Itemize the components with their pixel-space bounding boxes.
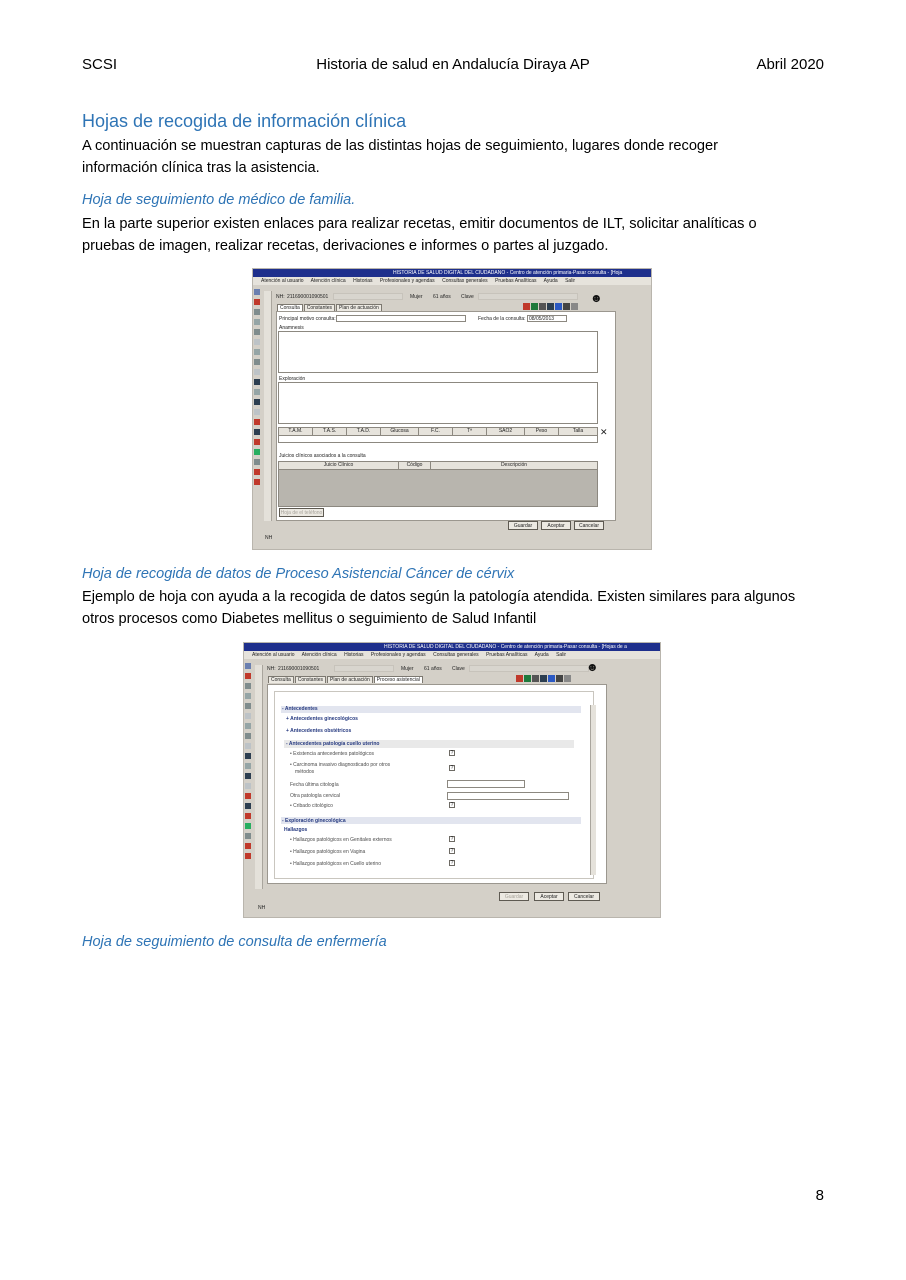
carcinoma-row: • Carcinoma invasivo diagnosticado por otros bbox=[290, 762, 391, 768]
juicios-label: Juicios clínicos asociados a la consulta bbox=[279, 453, 366, 459]
antecedentes-band bbox=[281, 706, 581, 713]
close-icon[interactable]: ✕ bbox=[600, 427, 608, 437]
key-field bbox=[469, 665, 589, 672]
header-right: Abril 2020 bbox=[756, 56, 824, 73]
carcinoma-checkbox[interactable]: ? bbox=[450, 765, 454, 771]
cuello-uterino-checkbox[interactable]: ? bbox=[450, 860, 454, 866]
toolbar-icon[interactable] bbox=[245, 693, 251, 699]
genitales-row: • Hallazgos patológicos en Genitales externos bbox=[290, 837, 392, 843]
toolbar-icon[interactable] bbox=[254, 299, 260, 305]
nh-label: NH: bbox=[276, 294, 285, 300]
window-titlebar: HISTORIA DE SALUD DIGITAL DEL CIUDADANO - Centro de atención primaria-Pasar consulta - [Hoja bbox=[253, 269, 651, 277]
vitals-col: F.C. bbox=[419, 428, 453, 435]
subsection-title-enfermeria: Hoja de seguimiento de consulta de enfermería bbox=[82, 934, 387, 950]
juicios-col: Descripción bbox=[431, 462, 597, 469]
tab-plan-actuacion[interactable]: Plan de actuación bbox=[327, 676, 373, 683]
key-field bbox=[478, 293, 578, 300]
menu-item[interactable]: Historias bbox=[344, 652, 364, 658]
toolbar-icon[interactable] bbox=[245, 793, 251, 799]
toolbar-icon[interactable] bbox=[254, 459, 260, 465]
cribado-checkbox[interactable]: ? bbox=[450, 802, 454, 808]
tab-constantes[interactable]: Constantes bbox=[304, 304, 335, 311]
lab-icon[interactable] bbox=[539, 303, 546, 310]
guardar-button[interactable]: Guardar bbox=[508, 521, 538, 530]
toolbar-icon[interactable] bbox=[245, 843, 251, 849]
reason-label: Principal motivo consulta: bbox=[279, 316, 336, 322]
toolbar-icon[interactable] bbox=[254, 359, 260, 365]
toolbar-icon[interactable] bbox=[245, 833, 251, 839]
anamnesis-label: Anamnesis bbox=[279, 325, 304, 331]
date-label: Fecha de la consulta: bbox=[478, 316, 526, 322]
genitales-checkbox[interactable]: ? bbox=[450, 836, 454, 842]
patient-sex: Mujer bbox=[410, 294, 423, 300]
toolbar-icon[interactable] bbox=[245, 723, 251, 729]
exploracion-row[interactable]: - Exploración ginecológica bbox=[282, 818, 346, 824]
tab-consulta[interactable]: Consulta bbox=[268, 676, 294, 683]
subsection-title-cervix: Hoja de recogida de datos de Proceso Asistencial Cáncer de cérvix bbox=[82, 566, 515, 582]
report-icon[interactable] bbox=[563, 303, 570, 310]
menu-item[interactable]: Atención al usuario bbox=[261, 278, 304, 284]
exploracion-textarea[interactable] bbox=[278, 382, 598, 424]
toolbar-icon[interactable] bbox=[254, 289, 260, 295]
reason-select[interactable] bbox=[336, 315, 466, 322]
nh-label: NH: bbox=[267, 666, 276, 672]
ginecologicos-row[interactable]: + Antecedentes ginecológicos bbox=[286, 716, 358, 722]
anamnesis-textarea[interactable] bbox=[278, 331, 598, 373]
medico-line-2: pruebas de imagen, realizar recetas, derivaciones e informes o partes al juzgado. bbox=[82, 238, 609, 254]
cervix-line-2: otros procesos como Diabetes mellitus o seguimiento de Salud Infantil bbox=[82, 611, 537, 627]
side-panel bbox=[255, 665, 263, 889]
left-toolbar bbox=[253, 286, 262, 549]
menu-item[interactable]: Historias bbox=[353, 278, 373, 284]
action-icons bbox=[516, 675, 571, 683]
vitals-col: T.A.S. bbox=[313, 428, 347, 435]
toolbar-icon[interactable] bbox=[245, 703, 251, 709]
header-center: Historia de salud en Andalucía Diraya AP bbox=[316, 56, 590, 73]
tab-bar bbox=[277, 304, 383, 311]
vitals-col: Tª bbox=[453, 428, 487, 435]
toolbar-icon[interactable] bbox=[245, 853, 251, 859]
menu-item[interactable]: Profesionales y agendas bbox=[370, 652, 426, 658]
patient-name-field bbox=[334, 665, 394, 672]
patient-sex: Mujer bbox=[401, 666, 414, 672]
fecha-row: Fecha última citología bbox=[290, 782, 339, 788]
tab-constantes[interactable]: Constantes bbox=[295, 676, 326, 683]
carcinoma-row-cont: métodos bbox=[295, 769, 315, 775]
tab-bar bbox=[268, 676, 424, 683]
screenshot-cancer-cervix bbox=[243, 642, 661, 918]
juicios-col: Juicio Clínico bbox=[279, 462, 399, 469]
ilt-icon[interactable] bbox=[531, 303, 538, 310]
avatar-icon: ☻ bbox=[590, 291, 603, 305]
menu-item[interactable]: Atención al usuario bbox=[252, 652, 295, 658]
vertical-scrollbar[interactable] bbox=[590, 705, 596, 875]
cribado-row: • Cribado citológico bbox=[290, 803, 333, 809]
key-label: Clave bbox=[452, 666, 465, 672]
toolbar-icon[interactable] bbox=[254, 469, 260, 475]
menu-item[interactable]: Atención clínica bbox=[301, 652, 337, 658]
date-field[interactable]: 08/05/2013 bbox=[527, 315, 567, 322]
menu-bar bbox=[253, 277, 651, 285]
hallazgos-row: Hallazgos bbox=[284, 827, 308, 833]
cuello-uterino-row: • Hallazgos patológicos en Cuello uterino bbox=[290, 861, 381, 867]
fecha-select[interactable] bbox=[447, 780, 525, 788]
toolbar-icon[interactable] bbox=[254, 339, 260, 345]
cervix-line-1: Ejemplo de hoja con ayuda a la recogida de datos según la patología atendida. Existen similares para algunos bbox=[82, 589, 796, 605]
toolbar-icon[interactable] bbox=[245, 673, 251, 679]
header-left: SCSI bbox=[82, 56, 118, 73]
image-icon[interactable] bbox=[547, 303, 554, 310]
menu-item[interactable]: Salir bbox=[556, 652, 567, 658]
cancelar-button[interactable]: Cancelar bbox=[574, 521, 604, 530]
vitals-col: T.A.M. bbox=[279, 428, 313, 435]
screenshot-medico-familia bbox=[252, 268, 652, 550]
vagina-checkbox[interactable]: ? bbox=[450, 848, 454, 854]
toolbar-icon[interactable] bbox=[254, 369, 260, 375]
cancelar-button[interactable]: Cancelar bbox=[568, 892, 600, 901]
history-button[interactable]: Hoja de el teléfono bbox=[280, 510, 323, 516]
vagina-row: • Hallazgos patológicos en Vagina bbox=[290, 849, 366, 855]
toolbar-icon[interactable] bbox=[254, 349, 260, 355]
vitals-col: T.A.D. bbox=[347, 428, 381, 435]
toolbar-icon[interactable] bbox=[245, 763, 251, 769]
toolbar-icon[interactable] bbox=[254, 329, 260, 335]
section-title: Hojas de recogida de información clínica bbox=[82, 111, 407, 131]
existencia-checkbox[interactable]: ? bbox=[450, 750, 454, 756]
menu-item[interactable]: Profesionales y agendas bbox=[379, 278, 435, 284]
toolbar-icon[interactable] bbox=[254, 409, 260, 415]
vitals-input-row[interactable] bbox=[278, 435, 598, 443]
tab-proceso-asistencial[interactable]: Proceso asistencial bbox=[374, 676, 423, 683]
vitals-col: Talla bbox=[559, 428, 597, 435]
toolbar-icon[interactable] bbox=[254, 439, 260, 445]
left-toolbar bbox=[244, 660, 253, 917]
patient-name-field bbox=[333, 293, 403, 300]
menu-item[interactable]: Ayuda bbox=[543, 278, 558, 284]
otra-row: Otra patología cervical bbox=[290, 793, 341, 799]
toolbar-icon[interactable] bbox=[245, 733, 251, 739]
subsection-title-medico: Hoja de seguimiento de médico de familia. bbox=[82, 192, 356, 208]
window-titlebar: HISTORIA DE SALUD DIGITAL DEL CIUDADANO - Centro de atención primaria-Pasar consulta - [Hojas de a bbox=[244, 643, 660, 651]
menu-item[interactable]: Ayuda bbox=[534, 652, 549, 658]
menu-item[interactable]: Atención clínica bbox=[310, 278, 346, 284]
medico-paragraph bbox=[82, 213, 827, 257]
toolbar-icon[interactable] bbox=[254, 479, 260, 485]
menu-item[interactable]: Consultas generales bbox=[433, 652, 479, 658]
image-icon[interactable] bbox=[540, 675, 547, 682]
vitals-col: Peso bbox=[525, 428, 559, 435]
aceptar-button[interactable]: Aceptar bbox=[541, 521, 571, 530]
court-icon[interactable] bbox=[564, 675, 571, 682]
toolbar-icon[interactable] bbox=[245, 813, 251, 819]
medico-line-1: En la parte superior existen enlaces para realizar recetas, emitir documentos de ILT, solicitar analíticas o bbox=[82, 216, 757, 232]
menu-item[interactable]: Pruebas Analíticas bbox=[495, 278, 537, 284]
nh-value: 211690001090501 bbox=[287, 294, 329, 300]
toolbar-icon[interactable] bbox=[245, 683, 251, 689]
otra-input[interactable] bbox=[447, 792, 569, 800]
toolbar-icon[interactable] bbox=[245, 783, 251, 789]
referral-icon[interactable] bbox=[555, 303, 562, 310]
intro-paragraph bbox=[82, 135, 827, 179]
existencia-row: • Existencia antecedentes patológicos bbox=[290, 751, 375, 757]
cervix-paragraph bbox=[82, 586, 827, 630]
menu-bar bbox=[244, 651, 660, 659]
toolbar-icon[interactable] bbox=[254, 419, 260, 425]
juicios-table bbox=[278, 469, 598, 507]
vitals-col: SAO2 bbox=[487, 428, 525, 435]
toolbar-icon[interactable] bbox=[254, 389, 260, 395]
toolbar-icon[interactable] bbox=[254, 429, 260, 435]
recipe-icon[interactable] bbox=[523, 303, 530, 310]
ilt-icon[interactable] bbox=[524, 675, 531, 682]
toolbar-icon[interactable] bbox=[254, 309, 260, 315]
toolbar-icon[interactable] bbox=[254, 319, 260, 325]
guardar-button[interactable]: Guardar bbox=[499, 892, 529, 901]
intro-line-2: información clínica tras la asistencia. bbox=[82, 160, 320, 176]
action-icons bbox=[523, 303, 578, 311]
tab-consulta[interactable]: Consulta bbox=[277, 304, 303, 311]
recipe-icon[interactable] bbox=[516, 675, 523, 682]
juicios-col: Código bbox=[399, 462, 431, 469]
menu-item[interactable]: Pruebas Analíticas bbox=[486, 652, 528, 658]
toolbar-icon[interactable] bbox=[245, 743, 251, 749]
vitals-col: Glucosa bbox=[381, 428, 419, 435]
obstetricos-row[interactable]: + Antecedentes obstétricos bbox=[286, 728, 352, 734]
exploracion-label: Exploración bbox=[279, 376, 306, 382]
lab-icon[interactable] bbox=[532, 675, 539, 682]
toolbar-icon[interactable] bbox=[245, 753, 251, 759]
toolbar-icon[interactable] bbox=[245, 773, 251, 779]
key-label: Clave bbox=[461, 294, 474, 300]
patient-age: 61 años bbox=[433, 294, 451, 300]
antecedentes-row[interactable]: - Antecedentes bbox=[282, 706, 318, 712]
toolbar-icon[interactable] bbox=[254, 449, 260, 455]
toolbar-icon[interactable] bbox=[245, 823, 251, 829]
tab-plan-actuacion[interactable]: Plan de actuación bbox=[336, 304, 382, 311]
nh-bottom: NH bbox=[258, 905, 266, 911]
referral-icon[interactable] bbox=[548, 675, 555, 682]
menu-item[interactable]: Consultas generales bbox=[442, 278, 488, 284]
avatar-icon: ☻ bbox=[586, 660, 599, 674]
court-icon[interactable] bbox=[571, 303, 578, 310]
nh-bottom: NH bbox=[265, 535, 273, 541]
cuello-row[interactable]: - Antecedentes patología cuello uterino bbox=[286, 741, 380, 747]
toolbar-icon[interactable] bbox=[254, 399, 260, 405]
menu-item[interactable]: Salir bbox=[565, 278, 576, 284]
aceptar-button[interactable]: Aceptar bbox=[534, 892, 564, 901]
patient-age: 61 años bbox=[424, 666, 442, 672]
toolbar-icon[interactable] bbox=[254, 379, 260, 385]
nh-value: 211690001090501 bbox=[278, 666, 320, 672]
report-icon[interactable] bbox=[556, 675, 563, 682]
toolbar-icon[interactable] bbox=[245, 803, 251, 809]
page-number: 8 bbox=[815, 1187, 824, 1204]
toolbar-icon[interactable] bbox=[245, 713, 251, 719]
toolbar-icon[interactable] bbox=[245, 663, 251, 669]
intro-line-1: A continuación se muestran capturas de las distintas hojas de seguimiento, lugares donde recoger bbox=[82, 138, 719, 154]
side-panel bbox=[264, 291, 272, 521]
